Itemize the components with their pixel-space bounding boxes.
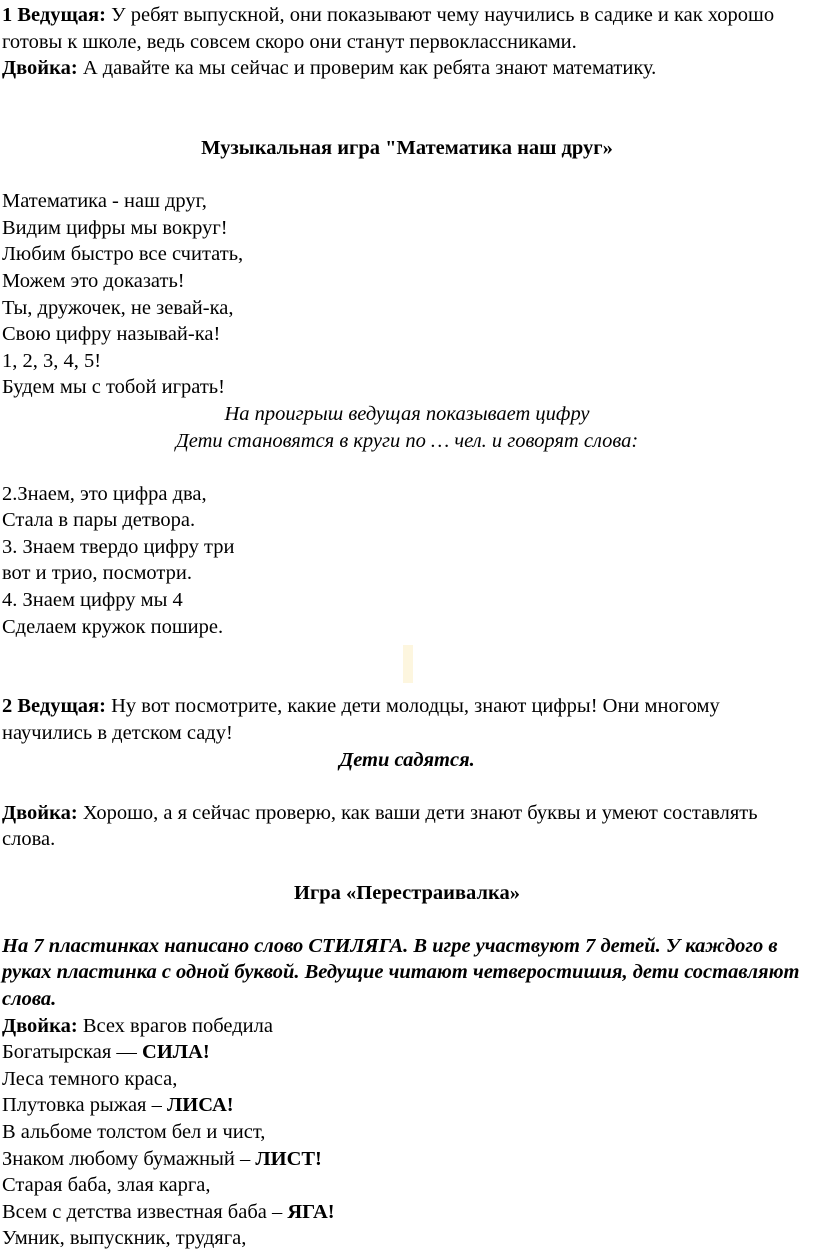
speech-text: Хорошо, а я сейчас проверю, как ваши дети знают буквы и умеют составлять слова.	[2, 801, 758, 851]
poem-line	[2, 1013, 812, 1040]
game2-description: На 7 пластинках написано слово СТИЛЯГА. В игре участвуют 7 детей. У каждого в руках пластинка с одной буквой. Ведущие читают четверостишия, дети составляют слова.	[2, 934, 800, 1010]
poem-line	[2, 1146, 812, 1173]
poem-line	[2, 1039, 812, 1066]
speaker-label: Двойка:	[2, 1014, 78, 1037]
lyric-line: Математика - наш друг,	[2, 190, 207, 213]
speech-text: А давайте ка мы сейчас и проверим как ребята знают математику.	[77, 57, 657, 80]
document-page	[2, 2, 812, 1252]
spacer	[2, 906, 812, 933]
intro-paragraph-2	[2, 55, 812, 82]
answer-word: ЛИСТ!	[255, 1147, 322, 1170]
lyric-line: Можем это доказать!	[2, 269, 185, 292]
lyric-line: Видим цифры мы вокруг!	[2, 216, 228, 239]
poem-line	[2, 1199, 812, 1226]
speaker-label: Двойка:	[2, 801, 78, 824]
poem-line: Умник, выпускник, трудяга,	[2, 1227, 247, 1250]
lyric-line: Ты, дружочек, не зевай-ка,	[2, 296, 234, 319]
speaker-label: 2 Ведущая:	[2, 695, 106, 718]
spacer	[2, 82, 812, 135]
poem-text: Знаком любому бумажный –	[2, 1147, 256, 1170]
spacer	[2, 773, 812, 800]
lyric-line: Будем мы с тобой играть!	[2, 376, 225, 399]
verse-lines	[2, 481, 812, 641]
spacer	[2, 853, 812, 880]
answer-word: ЛИСА!	[167, 1094, 234, 1117]
poem-line: Старая баба, злая карга,	[2, 1174, 211, 1197]
speech-text: У ребят выпускной, они показывают чему научились в садике и как хорошо готовы к школе, ведь совсем скоро они станут первоклассниками.	[2, 4, 775, 53]
lyric-line: 1, 2, 3, 4, 5!	[2, 349, 102, 372]
poem-line: В альбоме толстом бел и чист,	[2, 1120, 266, 1143]
verse-line: Стала в пары детвора.	[2, 509, 196, 532]
verse-line: Сделаем кружок пошире.	[2, 615, 224, 638]
stage-direction: Дети садятся.	[339, 748, 475, 771]
poem-text: Плутовка рыжая –	[2, 1094, 167, 1117]
answer-word: СИЛА!	[142, 1041, 210, 1064]
verse-line: 2.Знаем, это цифра два,	[2, 482, 207, 505]
verse-line: вот и трио, посмотри.	[2, 562, 192, 585]
spacer	[2, 640, 812, 693]
poem-text: Всех врагов победила	[77, 1014, 273, 1037]
poem-text: Богатырская —	[2, 1041, 143, 1064]
song-lyrics	[2, 188, 812, 401]
verse-line: 3. Знаем твердо цифру три	[2, 535, 235, 558]
poem-line: Леса темного краса,	[2, 1067, 178, 1090]
game1-title: Музыкальная игра "Математика наш друг»	[201, 136, 613, 159]
stage-direction: На проигрыш ведущая показывает цифру	[224, 402, 590, 425]
game2-title: Игра «Перестраивалка»	[294, 881, 520, 904]
verse-line: 4. Знаем цифру мы 4	[2, 589, 183, 612]
lyric-line: Свою цифру называй-ка!	[2, 323, 221, 346]
speech-text: Ну вот посмотрите, какие дети молодцы, знают цифры! Они многому научились в детском саду!	[2, 695, 720, 745]
speaker-label: 1 Ведущая:	[2, 4, 106, 26]
intro-paragraph	[2, 2, 812, 55]
spacer	[2, 162, 812, 189]
mid-paragraph	[2, 693, 812, 746]
poem-line	[2, 1092, 812, 1119]
mid-paragraph-2	[2, 800, 812, 853]
poem-text: Всем с детства известная баба –	[2, 1200, 288, 1223]
answer-word: ЯГА!	[287, 1200, 335, 1223]
lyric-line: Любим быстро все считать,	[2, 243, 244, 266]
spacer	[2, 454, 812, 481]
speaker-label: Двойка:	[2, 57, 78, 80]
stage-direction: Дети становятся в круги по … чел. и говорят слова:	[175, 429, 639, 452]
